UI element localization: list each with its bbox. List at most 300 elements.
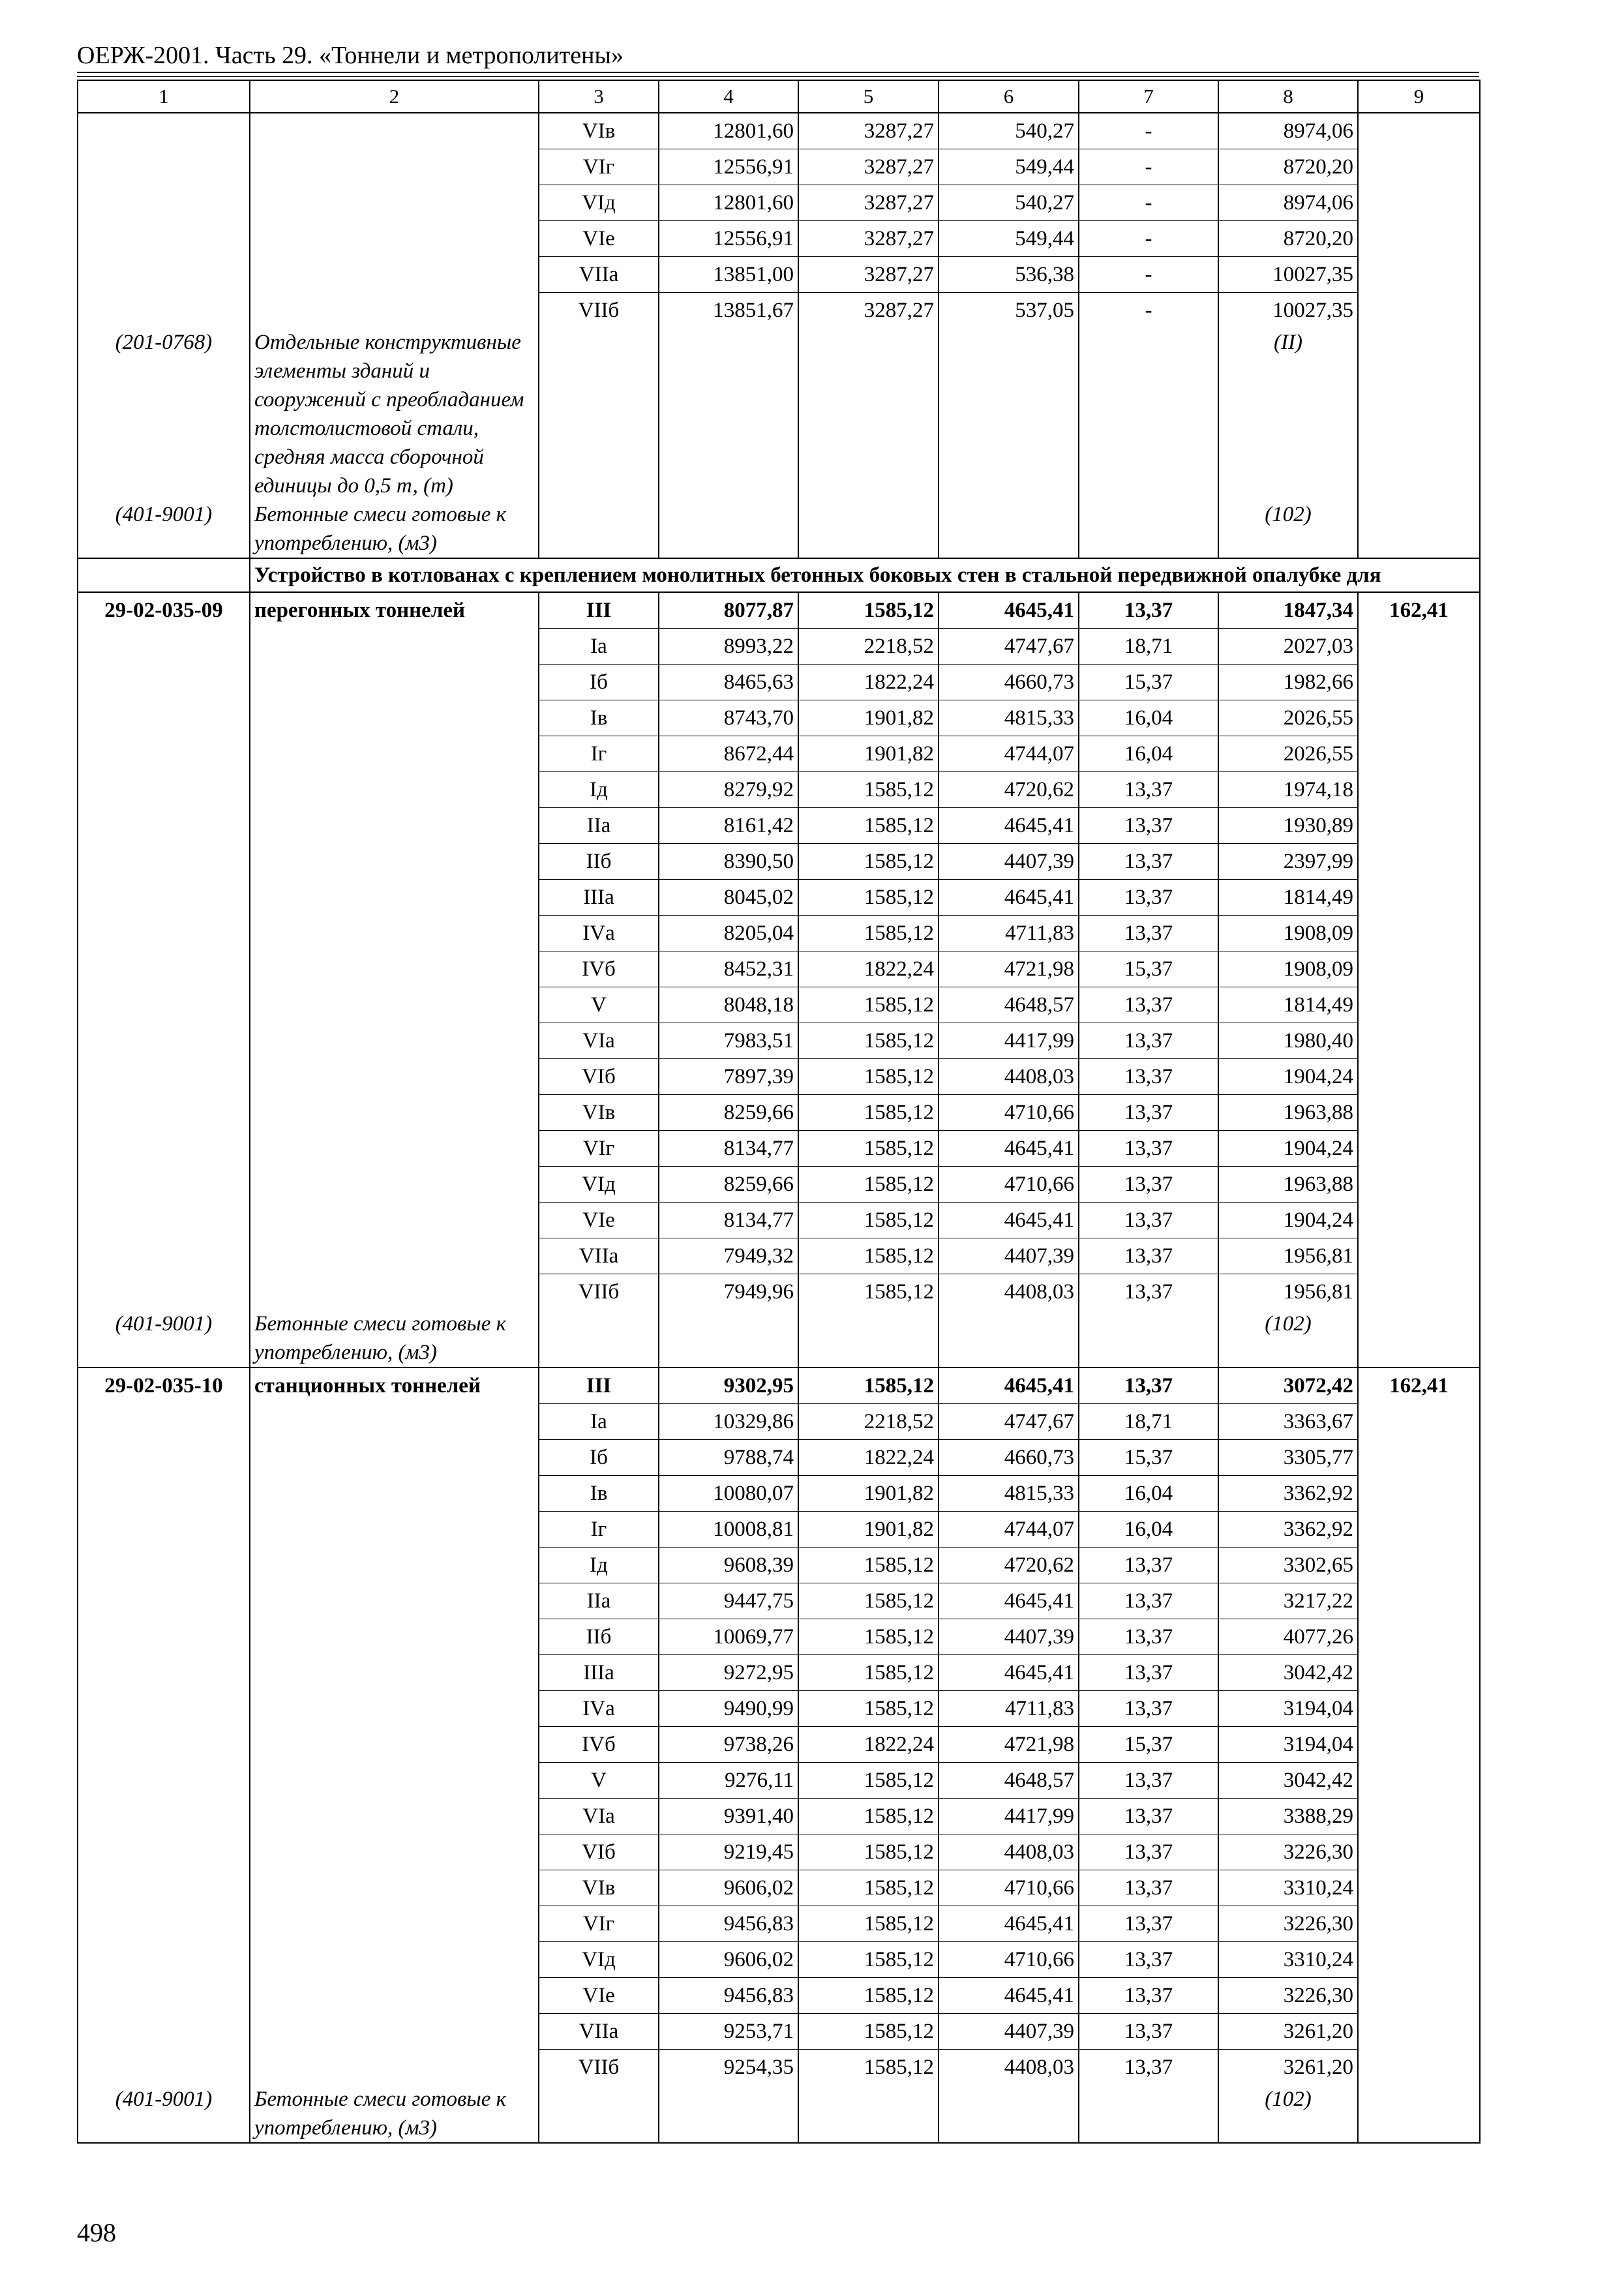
zone-cell: VIIа (539, 257, 659, 293)
table-cell (1358, 1167, 1480, 1203)
table-cell (1358, 1978, 1480, 2014)
table-cell (250, 1274, 539, 1310)
value-cell: 8743,70 (659, 700, 798, 736)
table-cell (250, 1655, 539, 1691)
value-cell: 1585,12 (798, 1059, 939, 1095)
table-row (78, 1619, 1480, 1655)
value-cell: 1585,12 (798, 1978, 939, 2014)
table-cell (1358, 736, 1480, 772)
value-cell: 16,04 (1079, 736, 1218, 772)
value-cell: 1930,89 (1218, 808, 1358, 844)
table-row (78, 2014, 1480, 2050)
value-cell: 3217,22 (1218, 1583, 1358, 1619)
table-cell (1358, 149, 1480, 185)
value-cell: 1822,24 (798, 951, 939, 987)
table-cell (1079, 1309, 1218, 1368)
zone-cell: IIIа (539, 1655, 659, 1691)
table-cell (250, 1763, 539, 1799)
value-cell: 13851,67 (659, 293, 798, 329)
value-cell: 2218,52 (798, 629, 939, 665)
value-cell: 1585,12 (798, 1131, 939, 1167)
table-cell (78, 808, 250, 844)
table-cell (78, 1023, 250, 1059)
value-cell: - (1079, 293, 1218, 329)
resource-code: (201-0768) (78, 328, 250, 500)
zone-cell: VIв (539, 113, 659, 149)
zone-cell: III (539, 1368, 659, 1404)
table-cell (78, 880, 250, 916)
table-row (78, 1691, 1480, 1727)
value-cell: 4645,41 (939, 592, 1079, 629)
value-cell: 12556,91 (659, 149, 798, 185)
value-cell: 4747,67 (939, 1404, 1079, 1440)
zone-cell: IIб (539, 1619, 659, 1655)
value-cell: 4711,83 (939, 1691, 1079, 1727)
table-row (78, 1834, 1480, 1870)
table-row (78, 1512, 1480, 1548)
value-cell: 8390,50 (659, 844, 798, 880)
column-number: 6 (939, 80, 1079, 113)
table-cell (1358, 1238, 1480, 1274)
table-cell (1358, 1203, 1480, 1238)
value-cell: 3362,92 (1218, 1476, 1358, 1512)
table-row (78, 772, 1480, 808)
table-cell (250, 1942, 539, 1978)
table-cell (1358, 1512, 1480, 1548)
table-cell (78, 1619, 250, 1655)
table-cell (78, 736, 250, 772)
table-cell (78, 1512, 250, 1548)
table-cell (539, 328, 659, 500)
value-cell: 4645,41 (939, 1655, 1079, 1691)
table-cell (1358, 185, 1480, 221)
zone-cell: IVа (539, 1691, 659, 1727)
value-cell: 1980,40 (1218, 1023, 1358, 1059)
resource-name: Бетонные смеси готовые к употреблению, (м3) (250, 1309, 539, 1368)
value-cell: 4645,41 (939, 1978, 1079, 2014)
table-row (78, 1095, 1480, 1131)
value-cell: 13,37 (1079, 987, 1218, 1023)
table-cell (250, 1619, 539, 1655)
zone-cell: VIд (539, 1942, 659, 1978)
value-cell: 1901,82 (798, 1512, 939, 1548)
value-cell: 13,37 (1079, 1203, 1218, 1238)
table-cell (659, 328, 798, 500)
table-cell (250, 221, 539, 257)
value-cell: 13,37 (1079, 1583, 1218, 1619)
table-cell (1358, 951, 1480, 987)
value-cell: 1904,24 (1218, 1131, 1358, 1167)
column-number: 8 (1218, 80, 1358, 113)
value-cell: 1585,12 (798, 1203, 939, 1238)
table-cell (1358, 916, 1480, 951)
value-cell: 18,71 (1079, 1404, 1218, 1440)
table-cell (78, 951, 250, 987)
value-cell: 4645,41 (939, 1583, 1079, 1619)
value-cell: 3287,27 (798, 185, 939, 221)
resource-code: (401-9001) (78, 500, 250, 558)
value-cell: 3072,42 (1218, 1368, 1358, 1404)
value-cell: 3287,27 (798, 257, 939, 293)
value-cell: 15,37 (1079, 1440, 1218, 1476)
table-cell (539, 2085, 659, 2143)
table-cell (659, 500, 798, 558)
rate-code: 29-02-035-10 (78, 1368, 250, 1404)
table-cell (1358, 1906, 1480, 1942)
value-cell: 4660,73 (939, 665, 1079, 700)
table-cell (1358, 1476, 1480, 1512)
value-cell: 3363,67 (1218, 1404, 1358, 1440)
value-cell: 1585,12 (798, 1799, 939, 1834)
resource-row (78, 1309, 1480, 1368)
table-cell (1358, 2014, 1480, 2050)
value-cell: 13,37 (1079, 1942, 1218, 1978)
zone-cell: VIг (539, 149, 659, 185)
value-cell: 8045,02 (659, 880, 798, 916)
table-row (78, 1763, 1480, 1799)
value-cell: - (1079, 149, 1218, 185)
value-cell: 4721,98 (939, 1727, 1079, 1763)
table-cell (78, 113, 250, 149)
value-cell: 1585,12 (798, 1368, 939, 1404)
value-cell: 10329,86 (659, 1404, 798, 1440)
value-cell: 3287,27 (798, 113, 939, 149)
table-cell (798, 500, 939, 558)
table-cell (78, 629, 250, 665)
column-number: 3 (539, 80, 659, 113)
zone-cell: VIIа (539, 2014, 659, 2050)
table-cell (250, 1095, 539, 1131)
value-cell: 4417,99 (939, 1799, 1079, 1834)
value-cell: 4720,62 (939, 1548, 1079, 1583)
value-cell: 9456,83 (659, 1978, 798, 2014)
value-cell: 3305,77 (1218, 1440, 1358, 1476)
table-cell (78, 558, 250, 592)
resource-code: (401-9001) (78, 1309, 250, 1368)
value-cell: 3302,65 (1218, 1548, 1358, 1583)
resource-row (78, 2085, 1480, 2143)
value-cell: 1814,49 (1218, 880, 1358, 916)
table-cell (250, 1906, 539, 1942)
value-cell: 1585,12 (798, 1238, 939, 1274)
value-cell: 16,04 (1079, 1476, 1218, 1512)
value-cell: 8720,20 (1218, 221, 1358, 257)
value-cell: 1901,82 (798, 736, 939, 772)
value-cell: 13,37 (1079, 772, 1218, 808)
table-cell (250, 1167, 539, 1203)
table-cell (78, 1978, 250, 2014)
value-cell: 1585,12 (798, 1023, 939, 1059)
zone-cell: III (539, 592, 659, 629)
zone-cell: VIг (539, 1131, 659, 1167)
table-cell (1358, 1404, 1480, 1440)
zone-cell: Iг (539, 1512, 659, 1548)
value-cell: 13,37 (1079, 2014, 1218, 2050)
table-row (78, 2050, 1480, 2086)
table-row (78, 1404, 1480, 1440)
zone-cell: VIIб (539, 293, 659, 329)
zone-cell: IVа (539, 916, 659, 951)
column-number-row (78, 80, 1480, 113)
value-cell: 3042,42 (1218, 1655, 1358, 1691)
table-cell (1358, 1619, 1480, 1655)
table-cell (78, 2014, 250, 2050)
table-cell (250, 736, 539, 772)
table-row (78, 1476, 1480, 1512)
table-cell (250, 700, 539, 736)
table-cell (78, 1476, 250, 1512)
table-cell (78, 1274, 250, 1310)
value-cell: 4417,99 (939, 1023, 1079, 1059)
value-cell: 10027,35 (1218, 293, 1358, 329)
zone-cell: IIIа (539, 880, 659, 916)
table-cell (78, 700, 250, 736)
table-cell (250, 1023, 539, 1059)
value-cell: 2397,99 (1218, 844, 1358, 880)
table-row (78, 629, 1480, 665)
value-cell: 4815,33 (939, 700, 1079, 736)
value-cell: 8974,06 (1218, 185, 1358, 221)
value-cell: 1963,88 (1218, 1095, 1358, 1131)
section-title: Устройство в котлованах с креплением монолитных бетонных боковых стен в стальной передвижной опалубке для (250, 558, 1480, 592)
rates-table (77, 80, 1481, 2144)
table-row (78, 1167, 1480, 1203)
table-cell (78, 293, 250, 329)
table-cell (1358, 328, 1480, 500)
value-cell: 1585,12 (798, 1942, 939, 1978)
table-cell (78, 1440, 250, 1476)
table-row (78, 185, 1480, 221)
table-cell (250, 665, 539, 700)
value-cell: 4711,83 (939, 916, 1079, 951)
value-cell: 4645,41 (939, 880, 1079, 916)
table-cell (1358, 1023, 1480, 1059)
zone-cell: VIд (539, 1167, 659, 1203)
value-cell: 1585,12 (798, 808, 939, 844)
table-cell (1358, 113, 1480, 149)
value-cell: 4720,62 (939, 772, 1079, 808)
zone-cell: VIа (539, 1799, 659, 1834)
value-cell: 9254,35 (659, 2050, 798, 2086)
table-cell (659, 1309, 798, 1368)
value-cell: 16,04 (1079, 1512, 1218, 1548)
value-cell: 7949,32 (659, 1238, 798, 1274)
table-cell (250, 1404, 539, 1440)
value-cell: 13,37 (1079, 1238, 1218, 1274)
value-cell: 1901,82 (798, 1476, 939, 1512)
value-cell: 9276,11 (659, 1763, 798, 1799)
value-cell: 4077,26 (1218, 1619, 1358, 1655)
value-cell: 3388,29 (1218, 1799, 1358, 1834)
table-cell (250, 1691, 539, 1727)
table-cell (539, 500, 659, 558)
table-cell (1358, 257, 1480, 293)
table-cell (1358, 1799, 1480, 1834)
value-cell: 13,37 (1079, 1799, 1218, 1834)
value-cell: 9490,99 (659, 1691, 798, 1727)
column-number: 2 (250, 80, 539, 113)
value-cell: 13,37 (1079, 1548, 1218, 1583)
page-number: 498 (77, 2218, 116, 2247)
value-cell: 13,37 (1079, 1059, 1218, 1095)
resource-qty: (102) (1218, 500, 1358, 558)
value-cell: 10008,81 (659, 1512, 798, 1548)
table-cell (78, 1095, 250, 1131)
table-cell (78, 1799, 250, 1834)
value-cell: 3261,20 (1218, 2050, 1358, 2086)
value-cell: 13,37 (1079, 1619, 1218, 1655)
zone-cell: Iа (539, 1404, 659, 1440)
value-cell: 3042,42 (1218, 1763, 1358, 1799)
table-cell (1358, 1870, 1480, 1906)
table-cell (798, 1309, 939, 1368)
table-cell (78, 1131, 250, 1167)
value-cell: 13,37 (1079, 1870, 1218, 1906)
table-cell (250, 808, 539, 844)
value-cell: 3226,30 (1218, 1906, 1358, 1942)
col9-value: 162,41 (1358, 1368, 1480, 1404)
table-cell (78, 1203, 250, 1238)
value-cell: 9272,95 (659, 1655, 798, 1691)
zone-cell: VIIб (539, 1274, 659, 1310)
table-cell (1358, 987, 1480, 1023)
table-cell (250, 1059, 539, 1095)
table-cell (1358, 293, 1480, 329)
table-cell (78, 987, 250, 1023)
value-cell: 13851,00 (659, 257, 798, 293)
table-cell (250, 1978, 539, 2014)
table-cell (1358, 1727, 1480, 1763)
header-divider (77, 76, 1479, 77)
value-cell: 537,05 (939, 293, 1079, 329)
table-cell (1358, 808, 1480, 844)
value-cell: 3310,24 (1218, 1870, 1358, 1906)
zone-cell: Iа (539, 629, 659, 665)
value-cell: 12556,91 (659, 221, 798, 257)
value-cell: 3287,27 (798, 149, 939, 185)
value-cell: 7897,39 (659, 1059, 798, 1095)
zone-cell: IIа (539, 1583, 659, 1619)
value-cell: 13,37 (1079, 844, 1218, 880)
value-cell: 15,37 (1079, 951, 1218, 987)
table-row (78, 293, 1480, 329)
table-row (78, 1727, 1480, 1763)
value-cell: 9219,45 (659, 1834, 798, 1870)
resource-row (78, 500, 1480, 558)
value-cell: 549,44 (939, 221, 1079, 257)
value-cell: 2218,52 (798, 1404, 939, 1440)
table-cell (1358, 772, 1480, 808)
value-cell: - (1079, 185, 1218, 221)
value-cell: 4744,07 (939, 736, 1079, 772)
table-cell (250, 1440, 539, 1476)
value-cell: 10069,77 (659, 1619, 798, 1655)
value-cell: 4710,66 (939, 1870, 1079, 1906)
zone-cell: IIа (539, 808, 659, 844)
value-cell: 1908,09 (1218, 916, 1358, 951)
table-cell (250, 113, 539, 149)
value-cell: 8205,04 (659, 916, 798, 951)
zone-cell: VIе (539, 1978, 659, 2014)
zone-cell: VIб (539, 1059, 659, 1095)
table-row (78, 1906, 1480, 1942)
value-cell: 9606,02 (659, 1942, 798, 1978)
rate-code: 29-02-035-09 (78, 592, 250, 629)
table-cell (78, 916, 250, 951)
column-number: 9 (1358, 80, 1480, 113)
value-cell: 1585,12 (798, 1870, 939, 1906)
table-row (78, 844, 1480, 880)
value-cell: 13,37 (1079, 1906, 1218, 1942)
table-cell (939, 500, 1079, 558)
table-cell (78, 1655, 250, 1691)
value-cell: - (1079, 257, 1218, 293)
value-cell: 1585,12 (798, 1167, 939, 1203)
table-cell (250, 1727, 539, 1763)
table-cell (250, 149, 539, 185)
value-cell: 4645,41 (939, 1131, 1079, 1167)
value-cell: 8452,31 (659, 951, 798, 987)
column-number: 4 (659, 80, 798, 113)
table-cell (78, 2050, 250, 2086)
value-cell: 4710,66 (939, 1167, 1079, 1203)
value-cell: 4645,41 (939, 1368, 1079, 1404)
value-cell: 4408,03 (939, 1834, 1079, 1870)
table-row (78, 880, 1480, 916)
value-cell: 13,37 (1079, 592, 1218, 629)
value-cell: 1814,49 (1218, 987, 1358, 1023)
value-cell: 8259,66 (659, 1095, 798, 1131)
value-cell: 1585,12 (798, 1691, 939, 1727)
value-cell: 4407,39 (939, 1238, 1079, 1274)
value-cell: 8161,42 (659, 808, 798, 844)
table-cell (78, 1906, 250, 1942)
table-row (78, 113, 1480, 149)
zone-cell: V (539, 1763, 659, 1799)
table-cell (1358, 665, 1480, 700)
table-row (78, 1870, 1480, 1906)
resource-name: Бетонные смеси готовые к употреблению, (м3) (250, 500, 539, 558)
value-cell: 7983,51 (659, 1023, 798, 1059)
value-cell: 13,37 (1079, 1691, 1218, 1727)
table-cell (1079, 2085, 1218, 2143)
table-cell (1358, 844, 1480, 880)
table-row (78, 1942, 1480, 1978)
value-cell: 9788,74 (659, 1440, 798, 1476)
value-cell: 8720,20 (1218, 149, 1358, 185)
value-cell: 13,37 (1079, 1978, 1218, 2014)
table-cell (1079, 328, 1218, 500)
value-cell: 13,37 (1079, 1274, 1218, 1310)
table-cell (78, 221, 250, 257)
value-cell: 3362,92 (1218, 1512, 1358, 1548)
table-cell (250, 293, 539, 329)
value-cell: 7949,96 (659, 1274, 798, 1310)
value-cell: 3287,27 (798, 293, 939, 329)
table-row (78, 736, 1480, 772)
value-cell: 3194,04 (1218, 1691, 1358, 1727)
zone-cell: IVб (539, 951, 659, 987)
table-cell (1358, 1274, 1480, 1310)
table-row (78, 1274, 1480, 1310)
table-cell (1358, 1655, 1480, 1691)
zone-cell: VIIб (539, 2050, 659, 2086)
value-cell: 1585,12 (798, 1834, 939, 1870)
value-cell: 13,37 (1079, 1834, 1218, 1870)
table-cell (78, 1167, 250, 1203)
value-cell: 1585,12 (798, 916, 939, 951)
table-cell (78, 257, 250, 293)
